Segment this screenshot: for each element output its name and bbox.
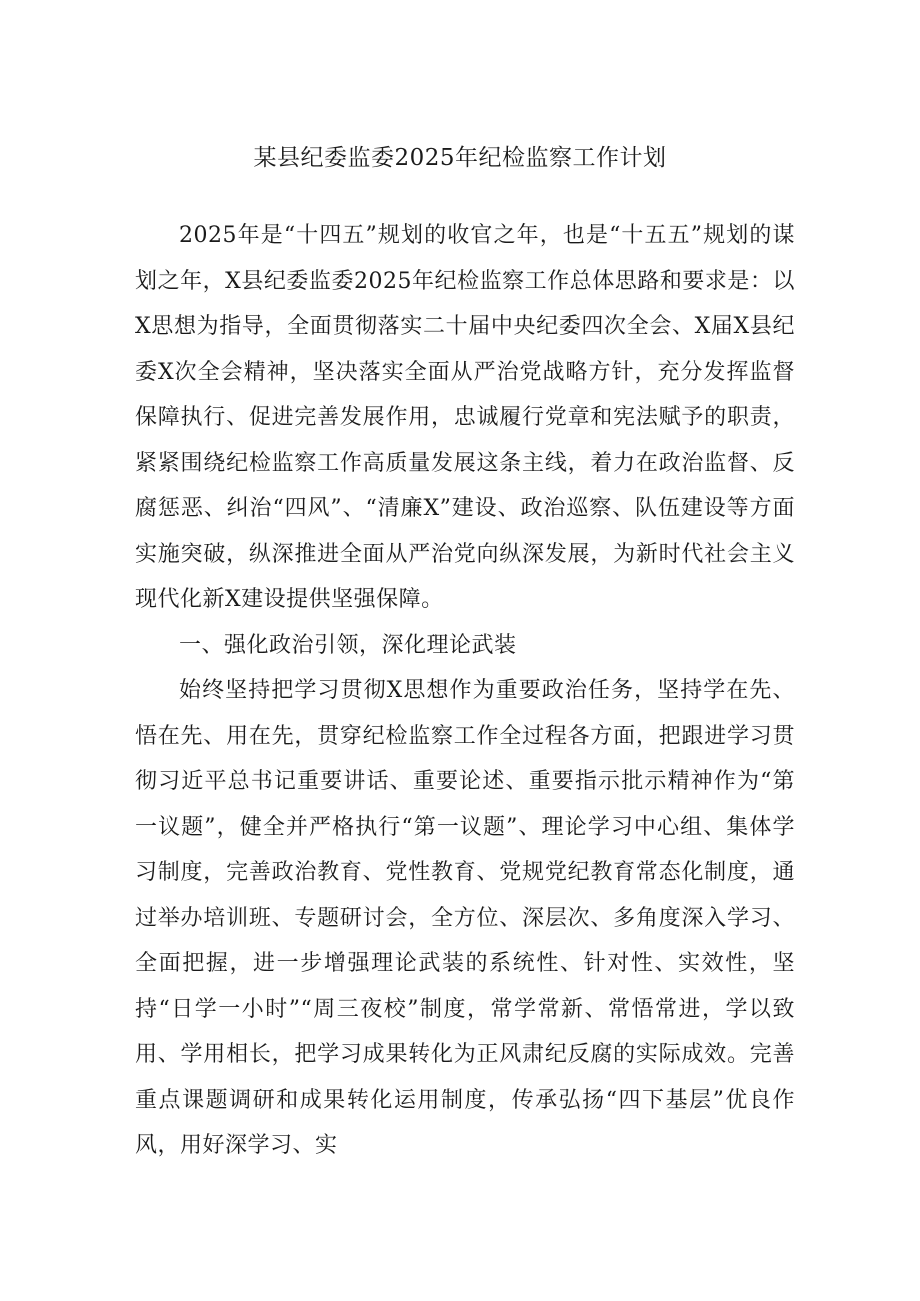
document-title: 某县纪委监委2025年纪检监察工作计划 [253, 145, 667, 171]
section-heading-1: 一、强化政治引领，深化理论武装 [179, 632, 517, 658]
document-body [135, 213, 795, 1169]
section-1-paragraph: 始终坚持把学习贯彻X思想作为重要政治任务，坚持学在先、悟在先、用在先，贯穿纪检监察工作全过程各方面，把跟进学习贯彻习近平总书记重要讲话、重要论述、重要指示批示精神作为“第一议题”，健全并严格执行“第一议题”、理论学习中心组、集体学习制度，完善政治教育、党性教育、党规党纪教育常态化制度，通过举办培训班、专题研讨会，全方位、深层次、多角度深入学习、全面把握，进一步增强理论武装的系统性、针对性、实效性，坚持“日学一小时”“周三夜校”制度，常学常新、常悟常进，学以致用、学用相长，把学习成果转化为正风肃纪反腐的实际成效。完善重点课题调研和成果转化运用制度，传承弘扬“四下基层”优良作风，用好深学习、实 [135, 678, 795, 1158]
intro-paragraph: 2025年是“十四五”规划的收官之年，也是“十五五”规划的谋划之年，X县纪委监委2025年纪检监察工作总体思路和要求是：以X思想为指导，全面贯彻落实二十届中央纪委四次全会、X届X县纪委X次全会精神，坚决落实全面从严治党战略方针，充分发挥监督保障执行、促进完善发展作用，忠诚履行党章和宪法赋予的职责，紧紧围绕纪检监察工作高质量发展这条主线，着力在政治监督、反腐惩恶、纠治“四风”、“清廉X”建设、政治巡察、队伍建设等方面实施突破，纵深推进全面从严治党向纵深发展，为新时代社会主义现代化新X建设提供坚强保障。 [135, 223, 795, 612]
